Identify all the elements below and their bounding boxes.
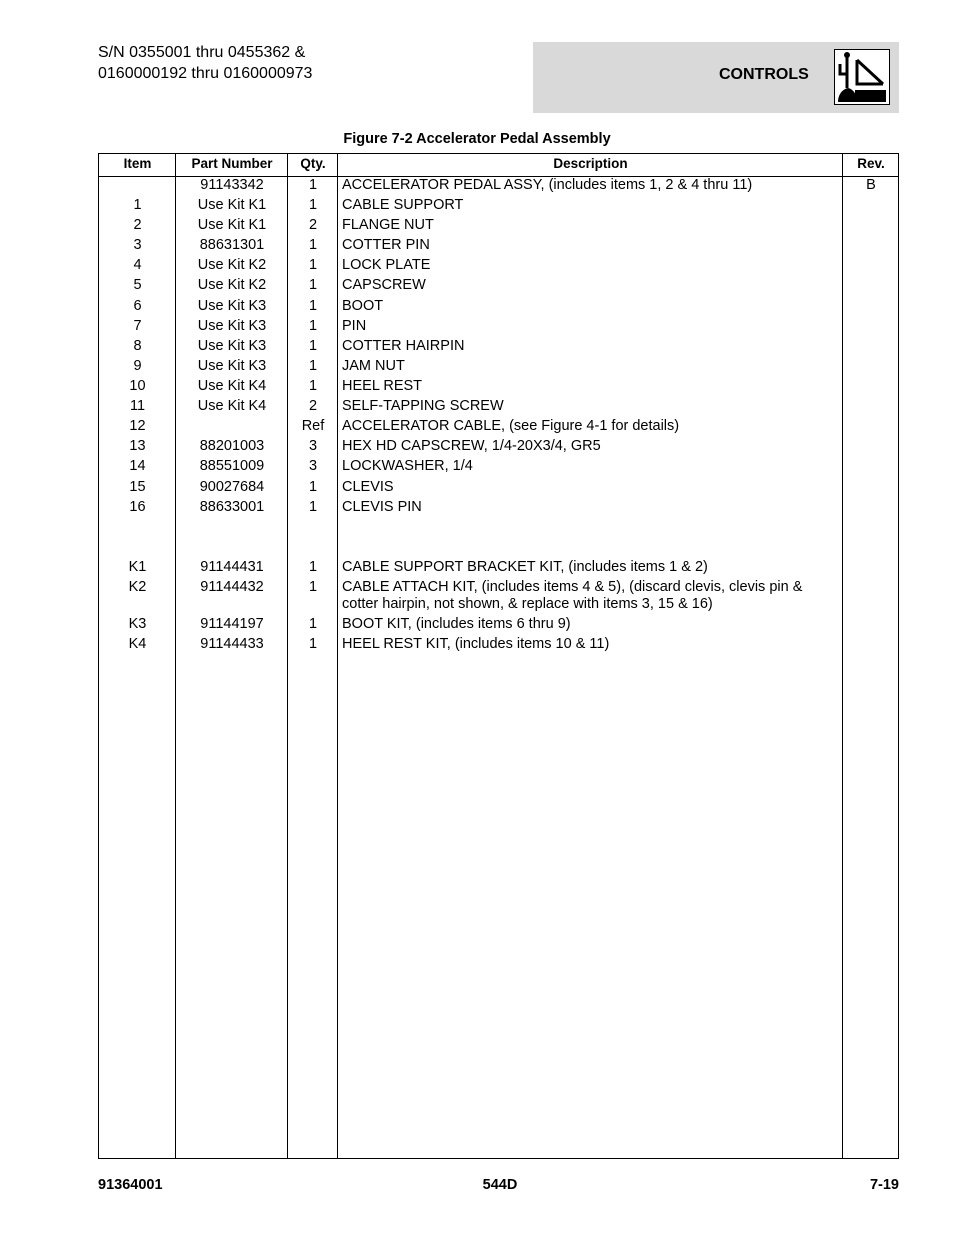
serial-number-range	[98, 42, 312, 84]
cell-qty: 1	[308, 616, 318, 632]
cell-qty: 1	[308, 177, 318, 193]
cell-description: CLEVIS	[342, 479, 394, 495]
cell-description: COTTER HAIRPIN	[342, 338, 465, 354]
cell-description: HEX HD CAPSCREW, 1/4-20X3/4, GR5	[342, 438, 601, 454]
cell-part-number: 91143342	[200, 177, 264, 193]
cell-item: 6	[133, 298, 142, 314]
cell-qty: 1	[308, 636, 318, 652]
cell-description: BOOT KIT, (includes items 6 thru 9)	[342, 616, 571, 632]
header-description: Description	[553, 156, 628, 171]
cell-part-number: Use Kit K1	[197, 217, 267, 233]
cell-rev: B	[866, 177, 876, 193]
cell-description: ACCELERATOR CABLE, (see Figure 4-1 for details)	[342, 418, 680, 434]
footer-model: 544D	[482, 1177, 518, 1193]
cell-item: K1	[128, 559, 147, 575]
cell-item: 3	[133, 237, 142, 253]
cell-qty: 1	[308, 277, 318, 293]
cell-description: JAM NUT	[342, 358, 405, 374]
cell-qty: 2	[308, 398, 318, 414]
cell-qty: 1	[308, 358, 318, 374]
cell-item: 15	[129, 479, 146, 495]
cell-qty: Ref	[301, 418, 325, 434]
footer-doc-number: 91364001	[98, 1177, 163, 1193]
cell-part-number: Use Kit K1	[197, 197, 267, 213]
cell-qty: 1	[308, 298, 318, 314]
cell-qty: 2	[308, 217, 318, 233]
column-divider	[842, 154, 843, 1158]
cell-qty: 1	[308, 479, 318, 495]
serial-line-2: 0160000192 thru 0160000973	[98, 65, 313, 82]
cell-item: 10	[129, 378, 146, 394]
joystick-lever-icon	[834, 49, 890, 105]
section-title: CONTROLS	[719, 66, 809, 83]
cell-description: HEEL REST KIT, (includes items 10 & 11)	[342, 636, 610, 652]
cell-item: 14	[129, 458, 146, 474]
figure-title: Figure 7-2 Accelerator Pedal Assembly	[343, 131, 611, 147]
cell-part-number: 88631301	[199, 237, 265, 253]
cell-part-number: 91144433	[200, 636, 264, 652]
cell-item: K2	[128, 579, 147, 595]
cell-description: CLEVIS PIN	[342, 499, 422, 515]
cell-part-number: 90027684	[199, 479, 265, 495]
cell-qty: 1	[308, 197, 318, 213]
cell-part-number: Use Kit K3	[197, 338, 267, 354]
cell-qty: 1	[308, 378, 318, 394]
cell-item: 1	[133, 197, 142, 213]
cell-description: CABLE ATTACH KIT, (includes items 4 & 5), (discard clevis, clevis pin & cotter hairpin, not shown, & replace with items 3, 15 & 16)	[342, 579, 803, 612]
cell-description: CABLE SUPPORT BRACKET KIT, (includes items 1 & 2)	[342, 559, 708, 575]
header-item: Item	[123, 156, 152, 171]
cell-description: FLANGE NUT	[342, 217, 434, 233]
cell-item: 5	[133, 277, 142, 293]
header-part-number: Part Number	[191, 156, 273, 171]
cell-part-number: Use Kit K4	[197, 378, 267, 394]
header-rev: Rev.	[857, 156, 885, 171]
cell-qty: 1	[308, 318, 318, 334]
cell-item: 16	[129, 499, 146, 515]
cell-part-number: 88201003	[199, 438, 265, 454]
cell-description: LOCK PLATE	[342, 257, 431, 273]
cell-description: CABLE SUPPORT	[342, 197, 464, 213]
serial-line-1: S/N 0355001 thru 0455362 &	[98, 44, 306, 61]
cell-qty: 1	[308, 499, 318, 515]
cell-part-number: Use Kit K3	[197, 358, 267, 374]
cell-item: 11	[129, 398, 146, 414]
parts-table	[98, 153, 899, 1159]
cell-item: K4	[128, 636, 147, 652]
cell-description: HEEL REST	[342, 378, 423, 394]
cell-part-number: 88633001	[199, 499, 265, 515]
cell-item: 2	[133, 217, 142, 233]
cell-item: 9	[133, 358, 142, 374]
cell-qty: 1	[308, 559, 318, 575]
cell-item: 4	[133, 257, 142, 273]
cell-part-number: 91144197	[200, 616, 264, 632]
cell-description: ACCELERATOR PEDAL ASSY, (includes items 1, 2 & 4 thru 11)	[342, 177, 753, 193]
cell-part-number: Use Kit K3	[197, 318, 267, 334]
cell-description: COTTER PIN	[342, 237, 430, 253]
cell-description: PIN	[342, 318, 367, 334]
cell-part-number: 88551009	[199, 458, 265, 474]
cell-item: 12	[129, 418, 146, 434]
cell-part-number: 91144431	[200, 559, 264, 575]
cell-item: 7	[133, 318, 142, 334]
cell-qty: 1	[308, 338, 318, 354]
cell-item: 13	[129, 438, 146, 454]
cell-part-number: Use Kit K4	[197, 398, 267, 414]
cell-description: BOOT	[342, 298, 384, 314]
cell-qty: 3	[308, 458, 318, 474]
cell-item: K3	[128, 616, 147, 632]
cell-description: SELF-TAPPING SCREW	[342, 398, 504, 414]
cell-description: LOCKWASHER, 1/4	[342, 458, 473, 474]
cell-part-number: Use Kit K3	[197, 298, 267, 314]
cell-part-number: Use Kit K2	[197, 277, 267, 293]
cell-part-number: 91144432	[200, 579, 264, 595]
footer-page-number: 7-19	[869, 1177, 899, 1193]
cell-part-number: Use Kit K2	[197, 257, 267, 273]
cell-qty: 1	[308, 237, 318, 253]
cell-qty: 1	[308, 579, 318, 595]
cell-item: 8	[133, 338, 142, 354]
section-tab	[533, 42, 899, 113]
cell-description: CAPSCREW	[342, 277, 426, 293]
cell-qty: 1	[308, 257, 318, 273]
header-qty: Qty.	[300, 156, 326, 171]
cell-qty: 3	[308, 438, 318, 454]
